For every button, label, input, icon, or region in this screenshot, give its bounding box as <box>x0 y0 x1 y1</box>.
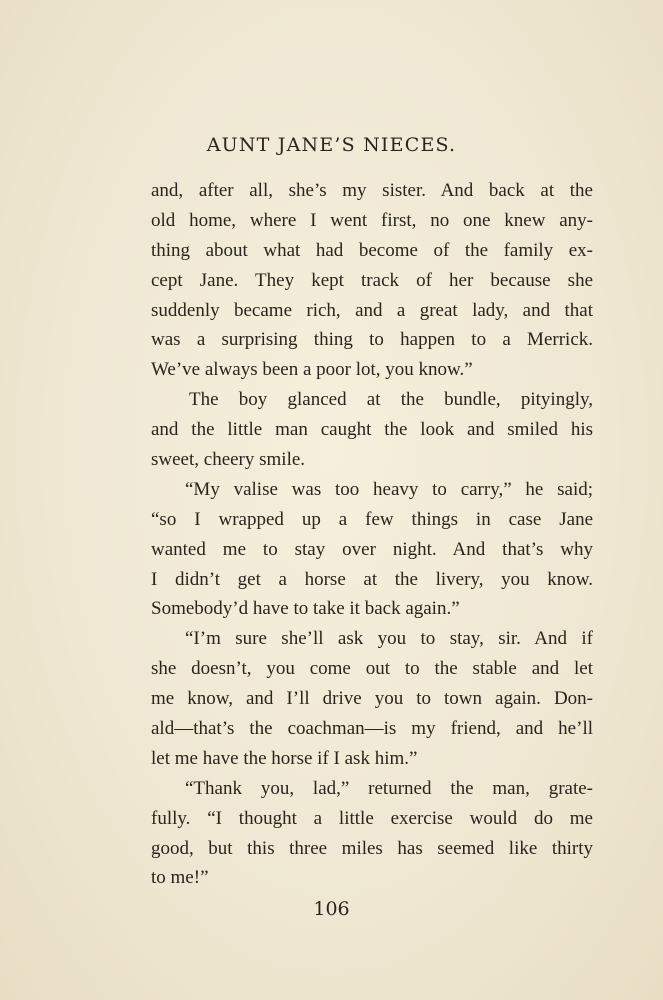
paragraph-first-line: “My valise was too heavy to carry,” he said; <box>185 478 593 500</box>
text-line: was a surprising thing to happen to a Merrick. <box>151 329 593 351</box>
text-line: and the little man caught the look and smiled his <box>151 419 593 441</box>
text-line: fully. “I thought a little exercise would do me <box>151 807 593 829</box>
text-line: sweet, cheery smile. <box>151 449 306 471</box>
text-line: “so I wrapped up a few things in case Jane <box>151 508 593 530</box>
body-text <box>151 176 593 893</box>
text-line: wanted me to stay over night. And that’s why <box>151 538 593 560</box>
page-number: 106 <box>313 898 350 920</box>
text-line: ald—that’s the coachman—is my friend, and he’ll <box>151 718 593 740</box>
text-line: We’ve always been a poor lot, you know.” <box>151 359 473 381</box>
text-line: to me!” <box>151 867 209 889</box>
paragraph-first-line: The boy glanced at the bundle, pityingly, <box>189 389 593 411</box>
text-line: good, but this three miles has seemed like thirty <box>151 837 593 859</box>
paragraph-first-line: “Thank you, lad,” returned the man, grate- <box>185 777 593 799</box>
text-line: me know, and I’ll drive you to town again. Don- <box>151 688 593 710</box>
text-line: she doesn’t, you come out to the stable and let <box>151 658 593 680</box>
running-head: AUNT JANE’S NIECES. <box>206 134 457 156</box>
text-line: and, after all, she’s my sister. And back at the <box>151 180 593 201</box>
text-line: cept Jane. They kept track of her because she <box>151 269 593 291</box>
text-line: Somebody’d have to take it back again.” <box>151 598 460 620</box>
text-line: thing about what had become of the family ex- <box>151 239 593 261</box>
text-line: I didn’t get a horse at the livery, you know. <box>151 568 593 590</box>
text-line: let me have the horse if I ask him.” <box>151 747 418 769</box>
text-line: suddenly became rich, and a great lady, and that <box>151 299 593 321</box>
paragraph-first-line: “I’m sure she’ll ask you to stay, sir. And if <box>185 628 593 650</box>
text-line: old home, where I went first, no one knew any- <box>151 209 593 231</box>
